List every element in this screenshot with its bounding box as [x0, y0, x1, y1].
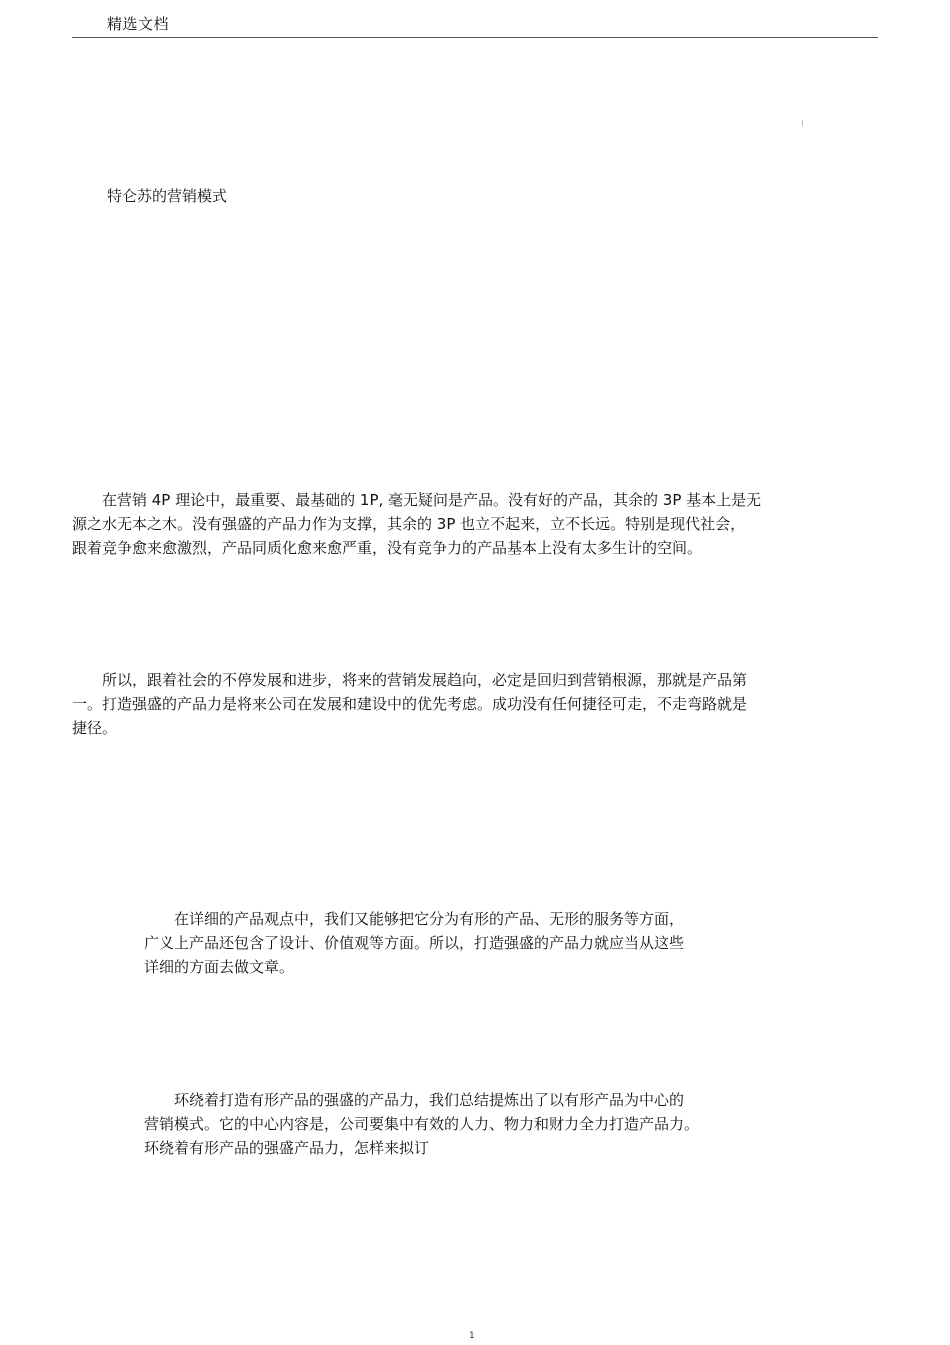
paragraph-3 [144, 907, 754, 979]
paragraph-line: 跟着竞争愈来愈激烈，产品同质化愈来愈严重，没有竞争力的产品基本上没有太多生计的空间。 [72, 539, 703, 557]
paragraph-2 [72, 668, 832, 740]
paragraph-line: 详细的方面去做文章。 [144, 958, 295, 976]
paragraph-line: 捷径。 [72, 719, 118, 737]
paragraph-line: 一。打造强盛的产品力是将来公司在发展和建设中的优先考虑。成功没有任何捷径可走，不走弯路就是 [72, 695, 748, 713]
paragraph-line: 环绕着有形产品的强盛产品力，怎样来拟订 [144, 1139, 430, 1157]
header-label: 精选文档 [107, 15, 170, 33]
paragraph-line: 环绕着打造有形产品的强盛的产品力，我们总结提炼出了以有形产品为中心的 [144, 1091, 685, 1109]
page-number: 1 [469, 1331, 475, 1341]
paragraph-4 [144, 1088, 764, 1160]
paragraph-1 [72, 488, 872, 560]
paragraph-line: 在详细的产品观点中，我们又能够把它分为有形的产品、无形的服务等方面， [144, 910, 685, 928]
paragraph-line: 源之水无本之木。没有强盛的产品力作为支撑，其余的 3P 也立不起来，立不长远。特别是现代社会， [72, 515, 746, 533]
document-title: 特仑苏的营销模式 [107, 187, 228, 205]
paragraph-line: 在营销 4P 理论中，最重要、最基础的 1P, 毫无疑问是产品。没有好的产品，其余的 3P 基本上是无 [72, 491, 762, 509]
header-divider [72, 37, 878, 38]
paragraph-line: 所以，跟着社会的不停发展和进步，将来的营销发展趋向，必定是回归到营销根源，那就是产品第 [72, 671, 748, 689]
paragraph-line: 营销模式。它的中心内容是，公司要集中有效的人力、物力和财力全力打造产品力。 [144, 1115, 700, 1133]
scan-mark [802, 120, 803, 126]
paragraph-line: 广义上产品还包含了设计、价值观等方面。所以，打造强盛的产品力就应当从这些 [144, 934, 685, 952]
